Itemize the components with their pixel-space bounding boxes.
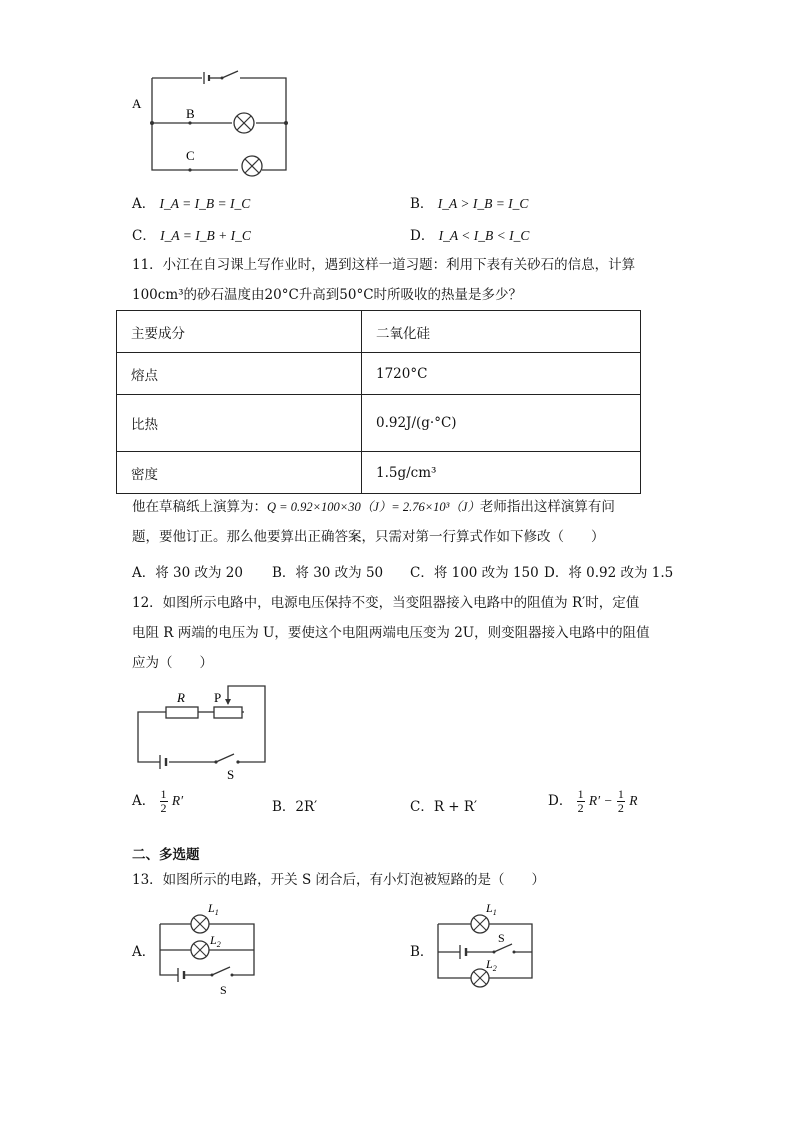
q12-switch bbox=[216, 754, 234, 762]
q12-label-s: S bbox=[227, 767, 235, 782]
q11-work-formula: Q = 0.92×100×30（J）= 2.76×10³（J） bbox=[267, 500, 480, 514]
q12-option-c[interactable]: C．R + R′ bbox=[410, 799, 478, 815]
q13b-label-s: S bbox=[498, 931, 505, 945]
table-cell-key: 熔点 bbox=[117, 353, 362, 395]
q13-option-a[interactable]: A． bbox=[132, 944, 156, 960]
q13b-label-l1-sub: 1 bbox=[492, 908, 497, 917]
q12-option-a[interactable] bbox=[132, 788, 183, 815]
q12-label-r: R bbox=[177, 690, 185, 705]
q10-label-b: B bbox=[186, 106, 195, 121]
q10-option-a-letter: A． bbox=[132, 196, 156, 212]
q11-option-a[interactable]: A．将 30 改为 20 bbox=[132, 565, 243, 581]
q13a-label-l2: L bbox=[210, 933, 217, 947]
q13b-switch bbox=[494, 944, 512, 952]
q10-option-b-letter: B． bbox=[410, 196, 434, 212]
q12-option-d-mid: R′ − bbox=[588, 793, 613, 808]
q13b-label-l1: L bbox=[486, 901, 493, 915]
q13-option-b[interactable]: B． bbox=[410, 944, 434, 960]
q10-lamp-1 bbox=[234, 113, 254, 133]
q10-outer-wire bbox=[152, 78, 286, 170]
q11-option-b[interactable]: B．将 30 改为 50 bbox=[272, 565, 384, 581]
q11-stem-line1: 11．小江在自习课上写作业时，遇到这样一道习题：利用下表有关砂石的信息，计算 bbox=[132, 257, 636, 273]
q12-option-d-tail: R bbox=[629, 793, 638, 808]
q12-option-b[interactable]: B．2R′ bbox=[272, 799, 318, 815]
q13b-lamp-l2 bbox=[471, 969, 489, 987]
q12-option-d[interactable] bbox=[548, 788, 637, 815]
q13a-label-s: S bbox=[220, 983, 227, 997]
q12-rheostat bbox=[214, 707, 242, 718]
table-row bbox=[117, 395, 641, 452]
q10-option-c-letter: C． bbox=[132, 228, 156, 244]
q13a-label-l1-sub: 1 bbox=[214, 908, 219, 917]
q12-resistor-r bbox=[166, 707, 198, 718]
table-cell-key: 密度 bbox=[117, 452, 362, 494]
q12-option-a-tail: R′ bbox=[171, 793, 184, 808]
table-cell-value: 1.5g/cm³ bbox=[362, 452, 641, 494]
section-heading-multiple-choice: 二、多选题 bbox=[132, 847, 200, 863]
q11-work-suffix: 老师指出这样演算有问 bbox=[479, 499, 615, 515]
q13b-lamp-l1 bbox=[471, 915, 489, 933]
q10-lamp-2 bbox=[242, 156, 262, 176]
q10-option-b[interactable] bbox=[410, 192, 528, 212]
q12-option-d-fraction-1: $\frac{1}{2}$ bbox=[577, 787, 584, 815]
q10-point-c bbox=[188, 168, 191, 171]
q10-option-b-expr: I_A > I_B = I_C bbox=[437, 196, 529, 211]
q12-option-d-fraction-2: $\frac{1}{2}$ bbox=[617, 787, 624, 815]
q10-node-right bbox=[284, 121, 288, 125]
q13b-label-l2-sub: 2 bbox=[492, 964, 497, 973]
q10-circuit-diagram bbox=[128, 66, 298, 178]
table-row bbox=[117, 311, 641, 353]
q10-option-a[interactable] bbox=[132, 192, 250, 212]
table-row bbox=[117, 353, 641, 395]
q10-option-a-expr: I_A = I_B = I_C bbox=[159, 196, 251, 211]
q13-option-b-circuit bbox=[430, 898, 540, 998]
svg-text:L2 bbox=[209, 933, 221, 949]
q10-option-c[interactable] bbox=[132, 224, 251, 244]
q10-option-d[interactable] bbox=[410, 224, 529, 244]
table-cell-key: 比热 bbox=[117, 395, 362, 452]
q10-node-left bbox=[150, 121, 154, 125]
table-cell-value: 0.92J/(g·°C) bbox=[362, 395, 641, 452]
q12-stem-line3: 应为（ ） bbox=[132, 655, 213, 671]
table-cell-key: 主要成分 bbox=[117, 311, 362, 353]
q12-slider-arrow bbox=[225, 699, 231, 705]
q10-option-c-expr: I_A = I_B + I_C bbox=[160, 228, 251, 243]
q13b-label-l2: L bbox=[486, 957, 493, 971]
q12-circuit-diagram bbox=[130, 682, 276, 782]
q11-option-c[interactable]: C．将 100 改为 150 bbox=[410, 565, 539, 581]
q10-point-b bbox=[188, 121, 191, 124]
q10-label-a: A bbox=[132, 96, 142, 111]
q11-work-line1 bbox=[132, 498, 615, 516]
q13a-label-l2-sub: 2 bbox=[216, 940, 221, 949]
q13a-label-l1: L bbox=[208, 901, 215, 915]
table-cell-value: 1720°C bbox=[362, 353, 641, 395]
q11-properties-table bbox=[116, 310, 641, 494]
q12-stem-line1: 12．如图所示电路中，电源电压保持不变，当变阻器接入电路中的阻值为 R′时，定值 bbox=[132, 595, 640, 611]
q12-label-p: P bbox=[214, 690, 222, 705]
table-row bbox=[117, 452, 641, 494]
q13-stem: 13．如图所示的电路，开关 S 闭合后，有小灯泡被短路的是（ ） bbox=[132, 872, 546, 888]
svg-text:L2 bbox=[485, 957, 497, 973]
q10-option-d-expr: I_A < I_B < I_C bbox=[438, 228, 530, 243]
q12-stem-line2: 电阻 R 两端的电压为 U，要使这个电阻两端电压变为 2U，则变阻器接入电路中的阻值 bbox=[132, 625, 650, 641]
table-cell-value: 二氧化硅 bbox=[362, 311, 641, 353]
q11-work-line2: 题，要他订正。那么他要算出正确答案，只需对第一行算式作如下修改（ ） bbox=[132, 529, 605, 545]
q11-work-prefix: 他在草稿纸上演算为： bbox=[132, 499, 267, 515]
q13a-switch bbox=[212, 967, 230, 975]
q12-option-d-letter: D． bbox=[548, 793, 573, 809]
q13a-lamp-l2 bbox=[191, 941, 209, 959]
q13a-lamp-l1 bbox=[191, 915, 209, 933]
q12-option-a-letter: A． bbox=[132, 793, 156, 809]
q11-option-d[interactable]: D．将 0.92 改为 1.5 bbox=[544, 565, 674, 581]
q11-stem-line2: 100cm³的砂石温度由20°C升高到50°C时所吸收的热量是多少？ bbox=[132, 287, 523, 303]
q10-label-c: C bbox=[186, 148, 195, 163]
q13-option-a-circuit bbox=[152, 898, 262, 998]
svg-text:L1 bbox=[207, 901, 219, 917]
svg-text:L1 bbox=[485, 901, 497, 917]
q10-option-d-letter: D． bbox=[410, 228, 435, 244]
q12-option-a-fraction: $\frac{1}{2}$ bbox=[160, 787, 167, 815]
